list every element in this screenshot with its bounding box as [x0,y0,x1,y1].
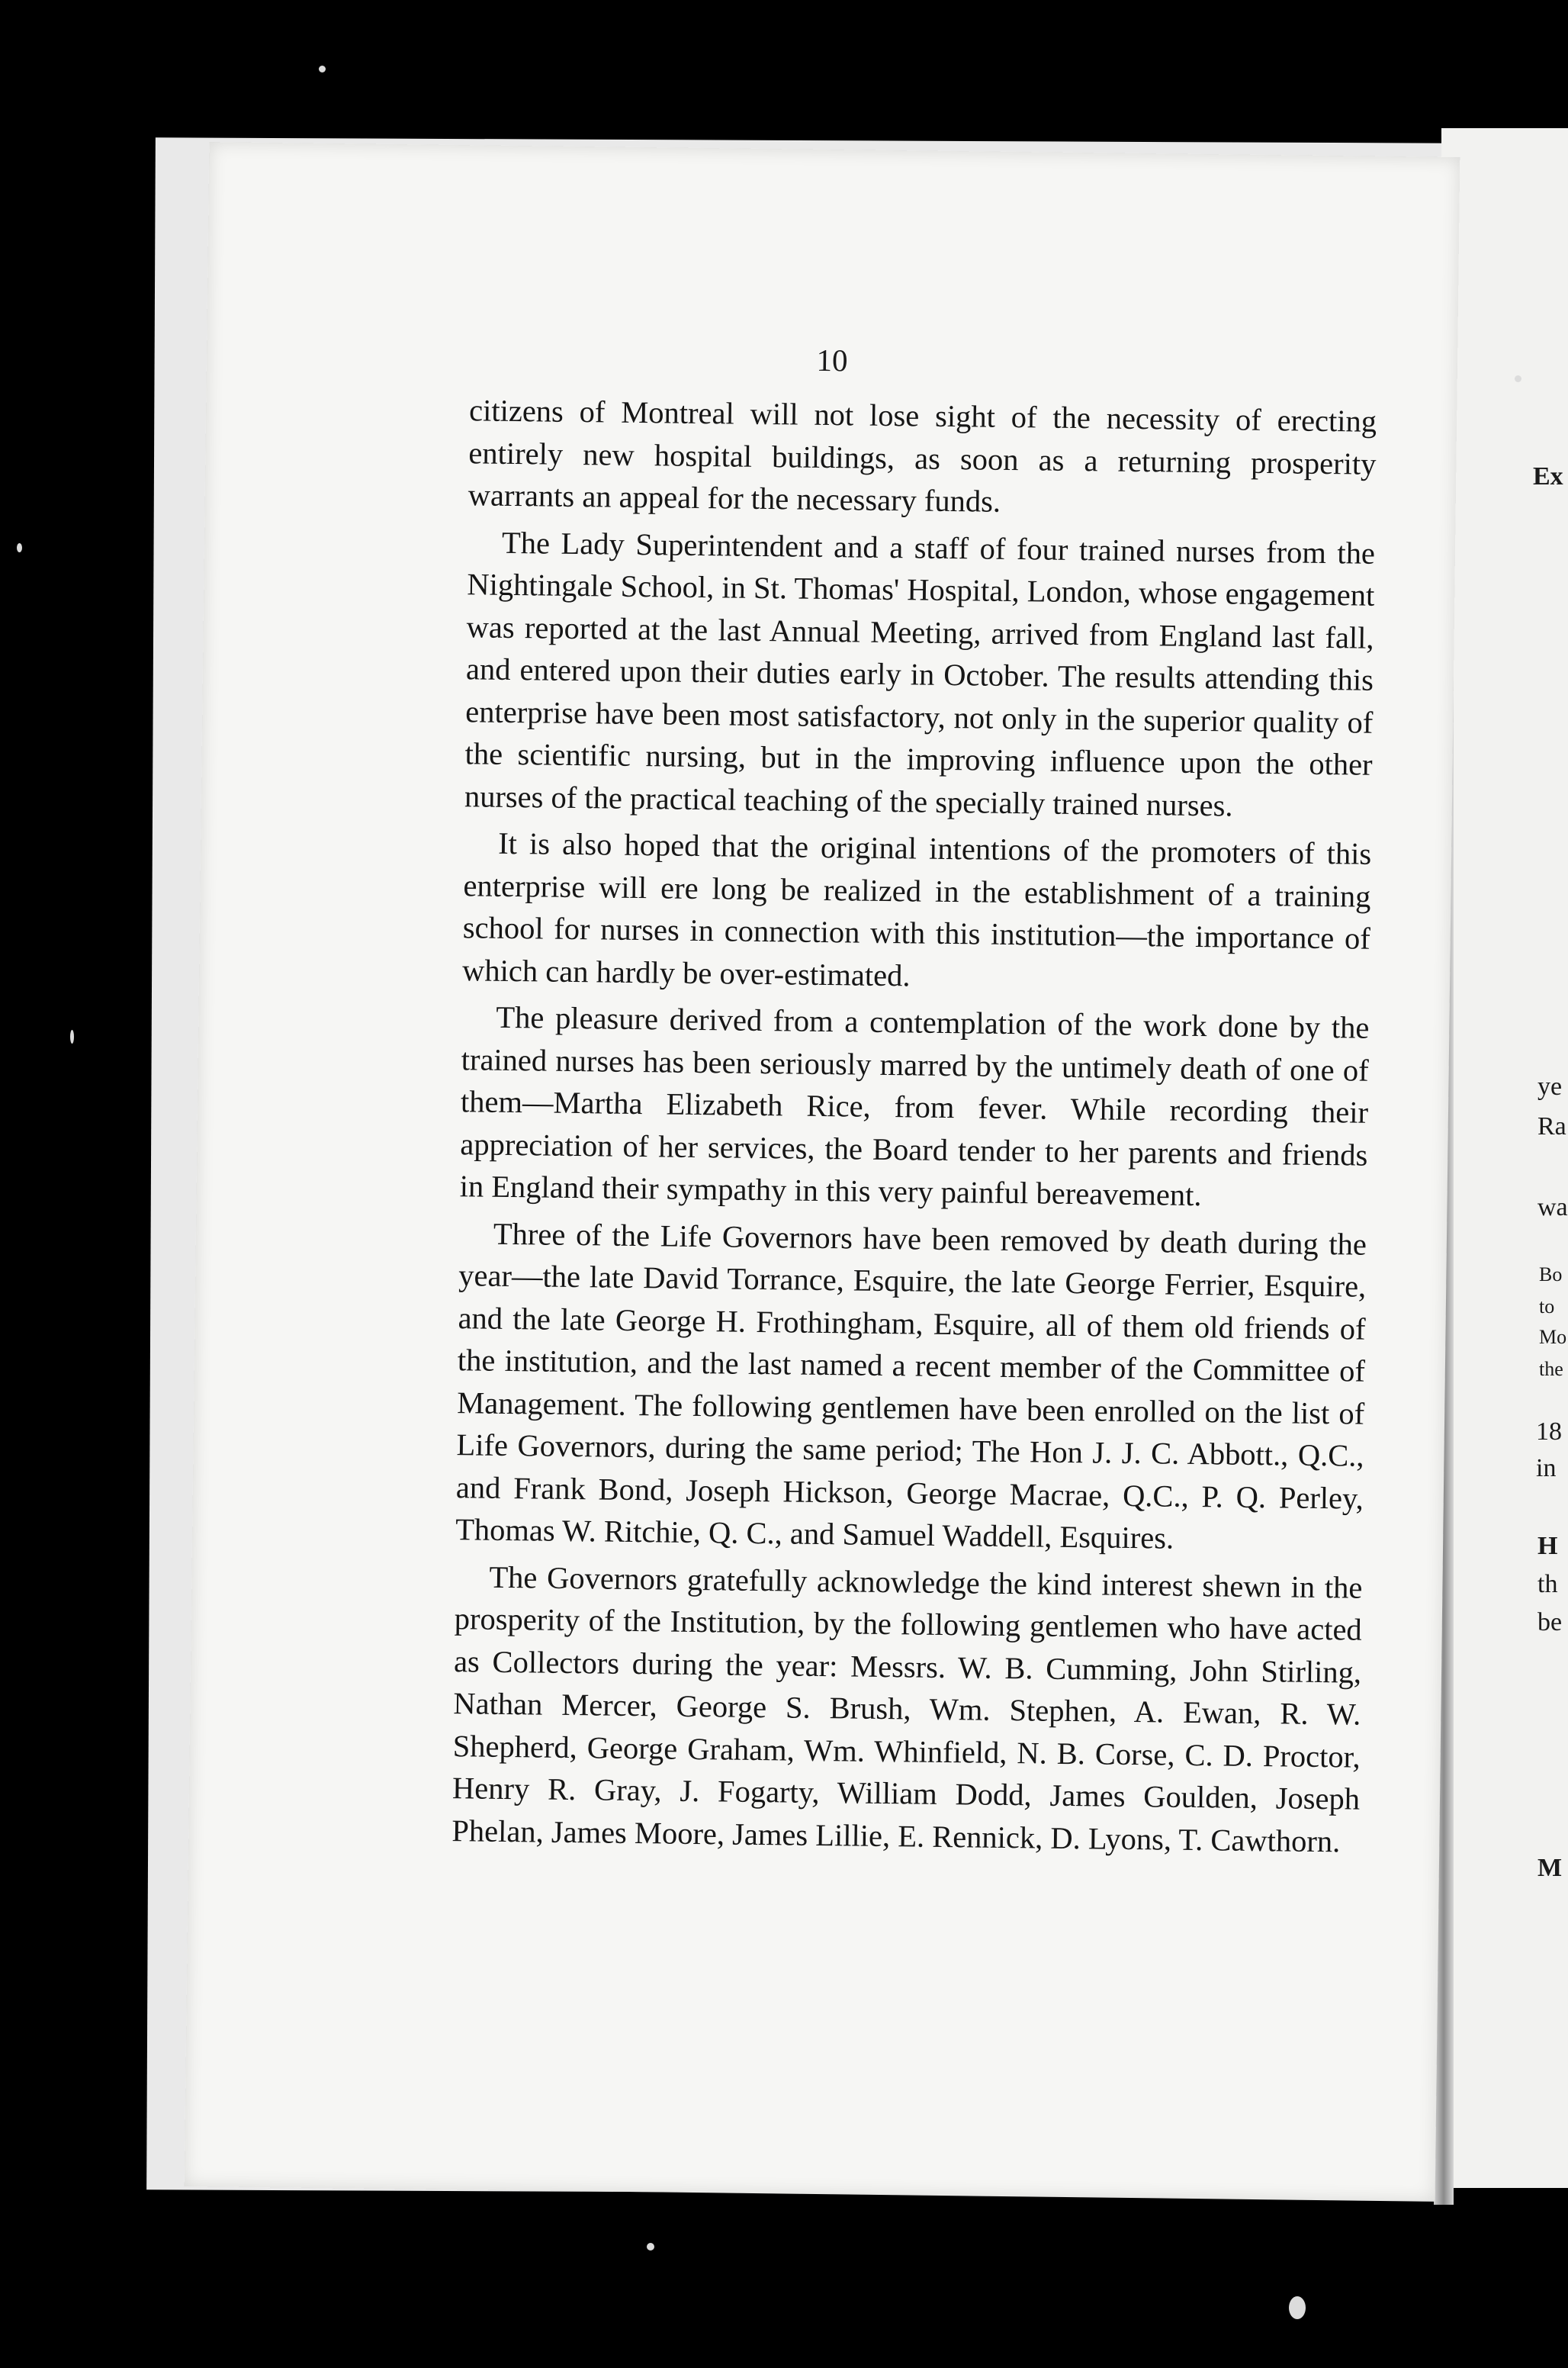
facing-page [1441,128,1568,2188]
facing-fragment: be [1537,1608,1563,1636]
dust-speck [17,543,22,552]
facing-fragment: 18 [1536,1417,1562,1446]
dust-speck [1515,375,1521,382]
book-page [185,142,1460,2202]
page-number: 10 [816,342,848,378]
facing-fragment: H [1537,1532,1558,1560]
facing-fragment: Bo [1539,1263,1563,1285]
facing-fragment: to [1539,1295,1555,1318]
facing-fragment: in [1536,1454,1557,1482]
facing-fragment: M [1537,1854,1563,1882]
page-body [451,389,1377,1867]
facing-fragment: the [1539,1358,1563,1380]
dust-speck [1289,2296,1306,2319]
paragraph: The Governors gratefully acknowledge the kind interest shewn in the prosperity of the Institution, by the following gentlemen who have acted as Collectors during the year: Messrs. W. B. Cumming, John Stirling, Nathan Mercer, George S. Brush, Wm. Stephen, A. Ewan, R. W. Shepherd, George Graham, Wm. Whinfield, N. B. Corse, C. D. Proctor, Henry R. Gray, J. Fogarty, William Dodd, James Goulden, Joseph Phelan, James Moore, James Lillie, E. Rennick, D. Lyons, T. Cawthorn. [451,1559,1363,1858]
dust-speck [647,2243,654,2251]
paragraph: citizens of Montreal will not lose sight of the necessity of erecting entirely new hospital buildings, as soon as a returning prosperity warrants an appeal for the necessary funds. [468,393,1377,519]
facing-fragment: ye [1537,1073,1563,1101]
facing-fragment: th [1537,1570,1558,1598]
dust-speck [319,66,326,72]
dust-speck [70,1030,74,1044]
facing-fragment: Mo [1539,1326,1567,1348]
facing-fragment: Ra [1537,1112,1566,1141]
paragraph: The pleasure derived from a contemplation of the work done by the trained nurses has been seriously marred by the untimely death of one of them—Martha Elizabeth Rice, from fever. While recording their appreciation of her services, the Board tender to her parents and friends in England their sympathy in this very painful bereavement. [459,999,1370,1213]
paragraph: Three of the Life Governors have been removed by death during the year—the late David Torrance, Esquire, the late George Ferrier, Esquire, and the late George H. Frothingham, Esquire, all of them old friends of the institution, and the last named a recent member of the Committee of Management. The following gentlemen have been enrolled on the list of Life Governors, during the same period; The Hon J. J. C. Abbott., Q.C., and Frank Bond, Joseph Hickson, George Macrae, Q.C., P. Q. Perley, Thomas W. Ritchie, Q. C., and Samuel Waddell, Esquires. [455,1216,1367,1556]
paragraph: It is also hoped that the original intentions of the promoters of this enterprise will ere long be realized in the establishment of a training school for nurses in connection with this institution—the importance of which can hardly be over-estimated. [461,825,1372,993]
facing-fragment: wa [1537,1193,1568,1221]
facing-fragment: Ex [1533,462,1563,491]
paragraph: The Lady Superintendent and a staff of four trained nurses from the Nightingale School, in St. Thomas' Hospital, London, whose engagement was reported at the last Annual Meeting, arrived from England last fall, and entered upon their duties early in October. The results attending this enterprise have been most satisfactory, not only in the superior quality of the scientific nursing, but in the improving influence upon the other nurses of the practical teaching of the specially trained nurses. [464,525,1376,823]
